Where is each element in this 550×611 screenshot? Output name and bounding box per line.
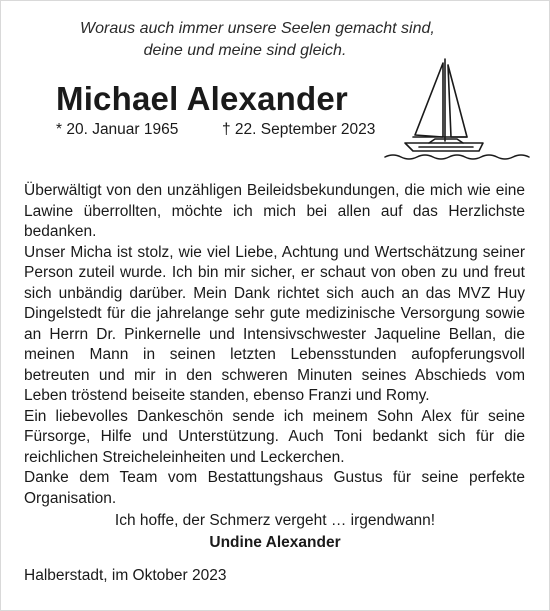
death-date: † 22. September 2023 [222, 121, 376, 138]
paragraph-1: Überwältigt von den unzähligen Beileidsbekundungen, die mich wie eine Lawine überrollten, möchte ich mich bei allen auf das Herzlichste bedanken. [24, 182, 525, 240]
closing-line: Ich hoffe, der Schmerz vergeht … irgendwann! [114, 512, 436, 529]
paragraph-3: Ein liebevolles Dankeschön sende ich meinem Sohn Alex für seine Fürsorge, Hilfe und Unterstützung. Auch Toni bedankt sich für die reichlichen Streicheleinheiten und Leckerchen. [24, 407, 525, 466]
quote-line-1: Woraus auch immer unsere Seelen gemacht sind, [80, 20, 435, 37]
signature: Undine Alexander [209, 534, 341, 551]
thank-you-text [24, 181, 525, 509]
deceased-name: Michael Alexander [56, 80, 348, 117]
quote-line-2: deine und meine sind gleich. [143, 42, 347, 59]
motto-quote [80, 18, 435, 62]
sailboat-icon [383, 55, 533, 167]
place-date: Halberstadt, im Oktober 2023 [24, 567, 227, 584]
paragraph-4: Danke dem Team vom Bestattungshaus Gustus für seine perfekte Organisation. [24, 469, 525, 507]
birth-date: * 20. Januar 1965 [56, 121, 179, 138]
paragraph-2: Unser Micha ist stolz, wie viel Liebe, Achtung und Wertschätzung seiner Person zuteil wurde. Ich bin mir sicher, er schaut von oben zu und freut sich unbändig darüber. Mein Dank richtet sich auch an das MVZ Huy Dingelstedt für die jahrelange sehr gute medizinische Versorgung sowie an Herrn Dr. Pinkernelle und Intensivschwester Jaqueline Bellan, die meinen Mann in seinen letzten Lebensstunden aufopferungsvoll betreuten und mir in den schweren Minuten seines Abschieds vom Leben tröstend beiseite standen, ebenso Franzi und Romy. [24, 243, 525, 404]
